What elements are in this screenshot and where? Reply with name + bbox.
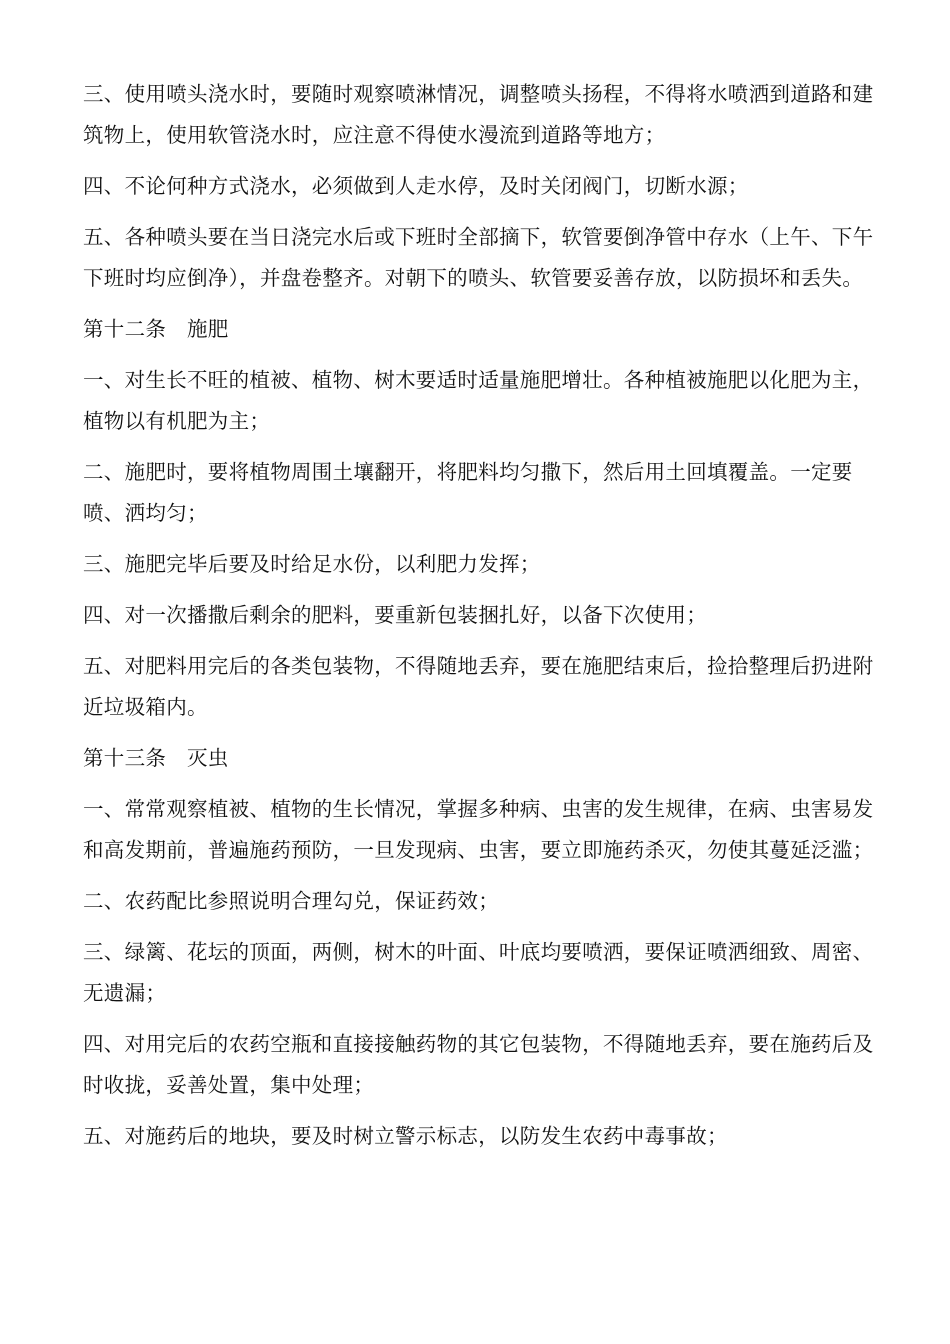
paragraph-fertilizing-1: 一、对生长不旺的植被、植物、树木要适时适量施肥增壮。各种植被施肥以化肥为主，植物以有机肥为主； [83, 368, 874, 433]
paragraph-fertilizing-5: 五、对肥料用完后的各类包装物，不得随地丢弃，要在施肥结束后，捡拾整理后扔进附近垃圾箱内。 [83, 654, 874, 719]
paragraph-pest-control-4: 四、对用完后的农药空瓶和直接接触药物的其它包装物，不得随地丢弃，要在施药后及时收拢，妥善处置，集中处理； [83, 1032, 874, 1097]
paragraph-fertilizing-4: 四、对一次播撒后剩余的肥料，要重新包装捆扎好，以备下次使用； [83, 603, 707, 627]
document-page [83, 74, 883, 1167]
paragraph-watering-5: 五、各种喷头要在当日浇完水后或下班时全部摘下，软管要倒净管中存水（上午、下午下班时均应倒净），并盘卷整齐。对朝下的喷头、软管要妥善存放，以防损坏和丢失。 [83, 225, 874, 290]
paragraph-fertilizing-3: 三、施肥完毕后要及时给足水份，以利肥力发挥； [83, 552, 541, 576]
paragraph-watering-3: 三、使用喷头浇水时，要随时观察喷淋情况，调整喷头扬程，不得将水喷洒到道路和建筑物上，使用软管浇水时，应注意不得使水漫流到道路等地方； [83, 82, 874, 147]
paragraph-pest-control-3: 三、绿篱、花坛的顶面，两侧，树木的叶面、叶底均要喷洒，要保证喷洒细致、周密、无遗漏； [83, 940, 874, 1005]
paragraph-fertilizing-2: 二、施肥时，要将植物周围土壤翻开，将肥料均匀撒下，然后用土回填覆盖。一定要喷、洒均匀； [83, 460, 853, 525]
paragraph-pest-control-1: 一、常常观察植被、植物的生长情况，掌握多种病、虫害的发生规律，在病、虫害易发和高发期前，普遍施药预防，一旦发现病、虫害，要立即施药杀灭，勿使其蔓延泛滥； [83, 797, 874, 862]
paragraph-pest-control-5: 五、对施药后的地块，要及时树立警示标志，以防发生农药中毒事故； [83, 1124, 728, 1148]
section-heading-pest-control: 第十三条 灭虫 [83, 746, 229, 770]
paragraph-pest-control-2: 二、农药配比参照说明合理勾兑，保证药效； [83, 889, 499, 913]
section-heading-fertilizing: 第十二条 施肥 [83, 317, 229, 341]
paragraph-watering-4: 四、不论何种方式浇水，必须做到人走水停，及时关闭阀门，切断水源； [83, 174, 749, 198]
